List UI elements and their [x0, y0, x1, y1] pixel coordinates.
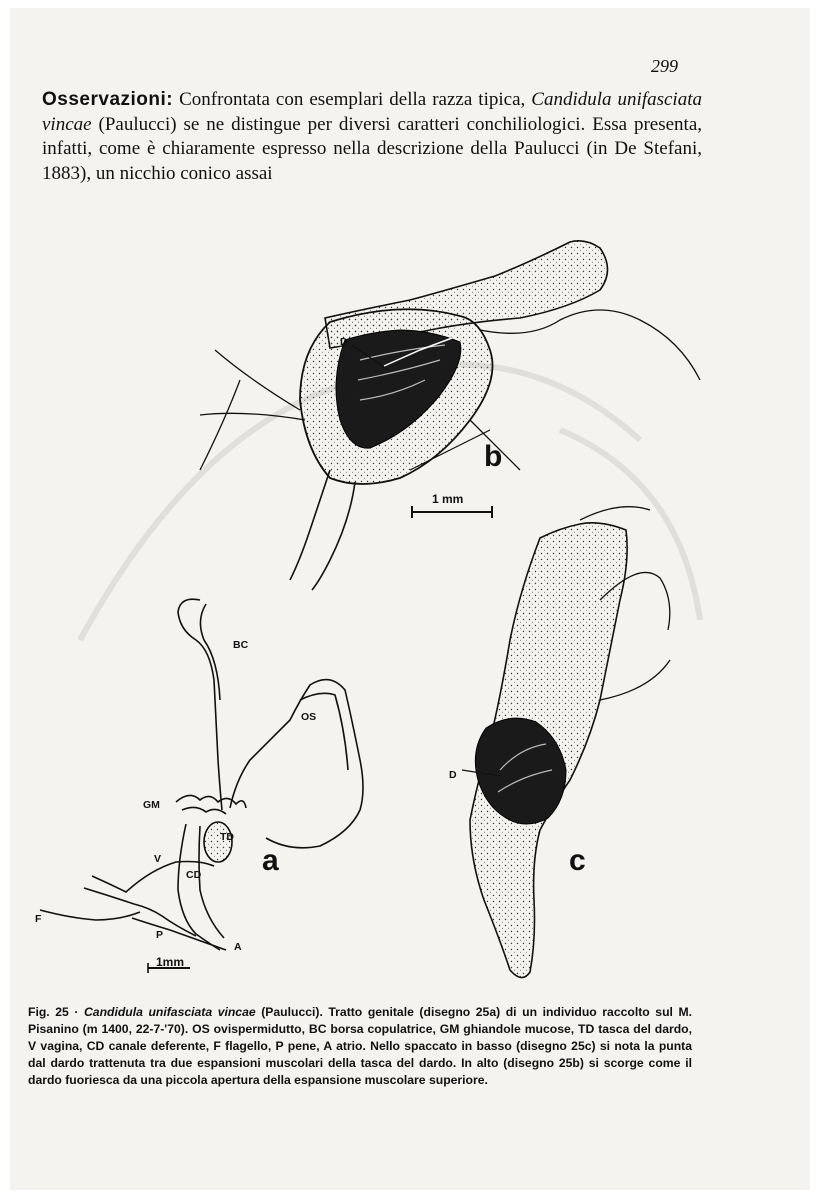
figure-caption: [28, 1004, 692, 1089]
observations-text-1: Confrontata con esemplari della razza tipica,: [173, 89, 532, 110]
b-lower-duct: [290, 470, 355, 590]
label-d-b: D: [340, 336, 348, 348]
drawing-a-genital-tract: [40, 599, 363, 950]
label-cd: CD: [186, 869, 202, 881]
a-bursa-duct: [178, 599, 222, 810]
b-right-ducts: [470, 310, 700, 470]
label-drawing-b: b: [484, 440, 503, 473]
caption-species: Candidula unifasciata vincae: [83, 1005, 256, 1019]
scale-label-b: 1 mm: [432, 492, 464, 506]
a-mucous-glands: [176, 795, 246, 808]
label-drawing-c: c: [569, 844, 586, 877]
a-ovispermiduct-inner: [300, 693, 348, 770]
label-v: V: [154, 853, 162, 865]
a-flagellum: [40, 910, 140, 920]
observations-text-2: (Paulucci) se ne distingue per diversi caratteri conchiliologici. Essa presenta, infatti, come è chiaramente espresso nella descrizione della Paulucci (in De Stefani, 1883), un nicchio conico assai: [42, 113, 702, 184]
scale-bar-b: [412, 506, 492, 518]
drawing-c-dart-sac-section: [462, 507, 670, 978]
label-a: A: [234, 941, 242, 953]
a-bursa-inner: [200, 604, 220, 700]
observations-species: Candidula unifasciata vincae: [42, 89, 702, 135]
label-bc: BC: [233, 639, 249, 651]
page-number: 299: [651, 56, 678, 76]
a-ovispermiduct: [230, 680, 363, 848]
a-mucous-glands-2: [182, 807, 226, 814]
label-d-c: D: [449, 769, 457, 781]
label-f: F: [35, 913, 42, 925]
scale-label-a: 1mm: [156, 955, 185, 969]
observations-heading: Osservazioni:: [42, 89, 174, 110]
label-gm: GM: [143, 799, 160, 811]
caption-fig-label: Fig. 25 ·: [28, 1005, 84, 1019]
caption-body: (Paulucci). Tratto genitale (disegno 25a) di un individuo raccolto sul M. Pisanino (m 1400, 22-7-'70). OS ovispermidutto, BC borsa copulatrice, GM ghiandole mucose, TD tasca del dardo, V vagina, CD canale deferente, F flagello, P pene, A atrio. Nello spaccato in basso (disegno 25c) si nota la punta dal dardo trattenuta tra due espansioni muscolari della tasca del dardo. In alto (disegno 25b) si scorge come il dardo fuoriesca da una piccola apertura della espansione muscolare superiore.: [28, 1005, 692, 1088]
label-td: TD: [220, 831, 234, 843]
label-os: OS: [301, 711, 317, 723]
label-drawing-a: a: [262, 844, 279, 877]
label-p: P: [156, 929, 164, 941]
